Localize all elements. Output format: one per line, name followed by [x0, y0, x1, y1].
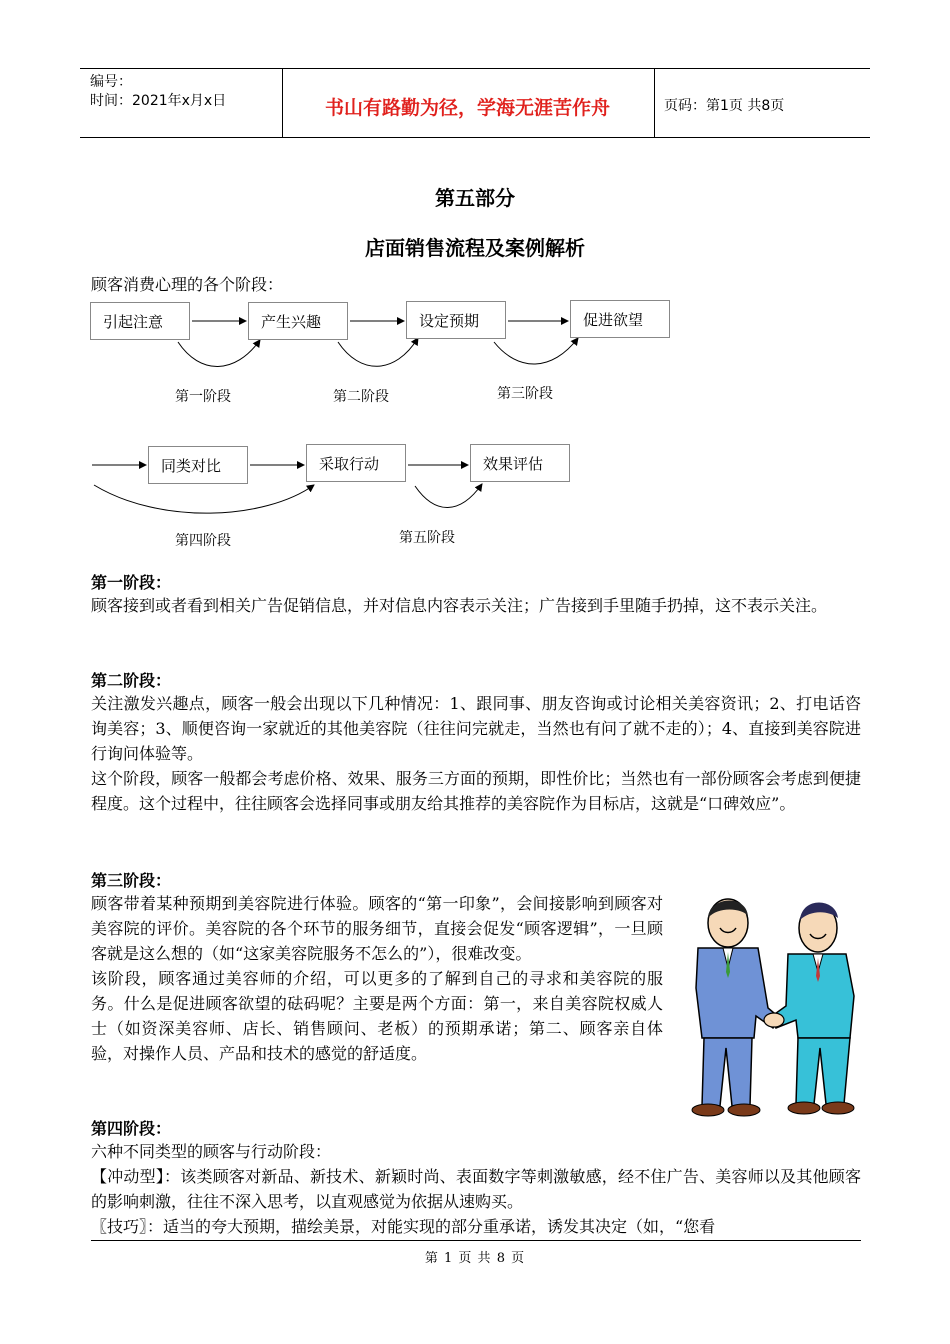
section-body — [91, 691, 861, 816]
paragraph: 【冲动型】：该类顾客对新品、新技术、新颖时尚、表面数字等刺激敏感，经不住广告、美容师以及其他顾客的影响刺激，往往不深入思考，以直观感觉为依据从速购买。 — [91, 1167, 861, 1211]
businessman-left-icon — [692, 899, 780, 1116]
flow-step: 同类对比 — [148, 446, 248, 484]
paragraph: 该阶段，顾客通过美容师的介绍，可以更多的了解到自己的寻求和美容院的服务。什么是促进顾客欲望的砝码呢？主要是两个方面：第一，来自美容院权威人士（如资深美容师、店长、销售顾问、老板）的预期承诺；第二、顾客亲自体验，对操作人员、产品和技术的感觉的舒适度。 — [91, 969, 663, 1063]
businessman-right-icon — [772, 903, 854, 1115]
paragraph: 顾客接到或者看到相关广告促销信息，并对信息内容表示关注；广告接到手里随手扔掉，这不表示关注。 — [91, 596, 828, 615]
section-body — [91, 593, 861, 618]
stage-curve — [338, 338, 418, 366]
main-title: 店面销售流程及案例解析 — [365, 236, 585, 260]
flow-step: 设定预期 — [406, 301, 506, 339]
part-title: 第五部分 — [435, 186, 515, 210]
page-footer: 第 1 页 共 8 页 — [424, 1251, 526, 1266]
section-heading: 第一阶段： — [91, 573, 172, 592]
stage-label: 第二阶段 — [333, 389, 389, 405]
flow-step: 引起注意 — [90, 302, 190, 340]
section-body — [91, 1139, 861, 1239]
handshake-illustration — [668, 888, 873, 1120]
intro-label: 顾客消费心理的各个阶段： — [91, 275, 284, 294]
stage-curve — [415, 484, 482, 508]
paragraph: 顾客带着某种预期到美容院进行体验。顾客的“第一印象”，会间接影响到顾客对美容院的评价。美容院的各个环节的服务细节，直接会促发“顾客逻辑”，一旦顾客就是这么想的（如“这家美容院服务不怎么的”），很难改变。 — [91, 894, 663, 963]
paragraph: 关注激发兴趣点，顾客一般会出现以下几种情况：1、跟同事、朋友咨询或讨论相关美容资讯；2、打电话咨询美容；3、顺便咨询一家就近的其他美容院（往往问完就走，当然也有问了就不走的）；4、直接到美容院进行询问体验等。 — [91, 694, 861, 763]
stage-label: 第五阶段 — [399, 530, 455, 546]
stage-label: 第一阶段 — [175, 389, 231, 405]
header-motto: 书山有路勤为径，学海无涯苦作舟 — [324, 97, 610, 119]
stage-label: 第三阶段 — [497, 386, 553, 402]
stage-curve — [94, 485, 314, 513]
hands-icon — [764, 1013, 784, 1027]
stage-curve — [178, 340, 260, 367]
section-heading: 第二阶段： — [91, 671, 172, 690]
header-number: 编号： — [90, 74, 132, 90]
stage-curve — [494, 338, 578, 364]
footer-rule — [91, 1240, 861, 1241]
section-heading: 第三阶段： — [91, 871, 172, 890]
flow-step: 效果评估 — [470, 444, 570, 482]
paragraph: 〖技巧〗：适当的夸大预期，描绘美景，对能实现的部分重承诺，诱发其决定（如，“您看 — [91, 1217, 716, 1236]
flow-step: 采取行动 — [306, 444, 406, 482]
flow-step: 促进欲望 — [570, 300, 670, 338]
paragraph: 六种不同类型的顾客与行动阶段： — [91, 1142, 332, 1161]
section-heading: 第四阶段： — [91, 1119, 172, 1138]
header-date: 时间：2021年x月x日 — [90, 93, 227, 109]
section-body — [91, 891, 663, 1066]
header-page: 页码：第1页 共8页 — [664, 98, 785, 114]
stage-label: 第四阶段 — [175, 533, 231, 549]
flow-step: 产生兴趣 — [248, 302, 348, 340]
paragraph: 这个阶段，顾客一般都会考虑价格、效果、服务三方面的预期，即性价比；当然也有一部份顾客会考虑到便捷程度。这个过程中，往往顾客会选择同事或朋友给其推荐的美容院作为目标店，这就是“口碑效应”。 — [91, 769, 861, 813]
